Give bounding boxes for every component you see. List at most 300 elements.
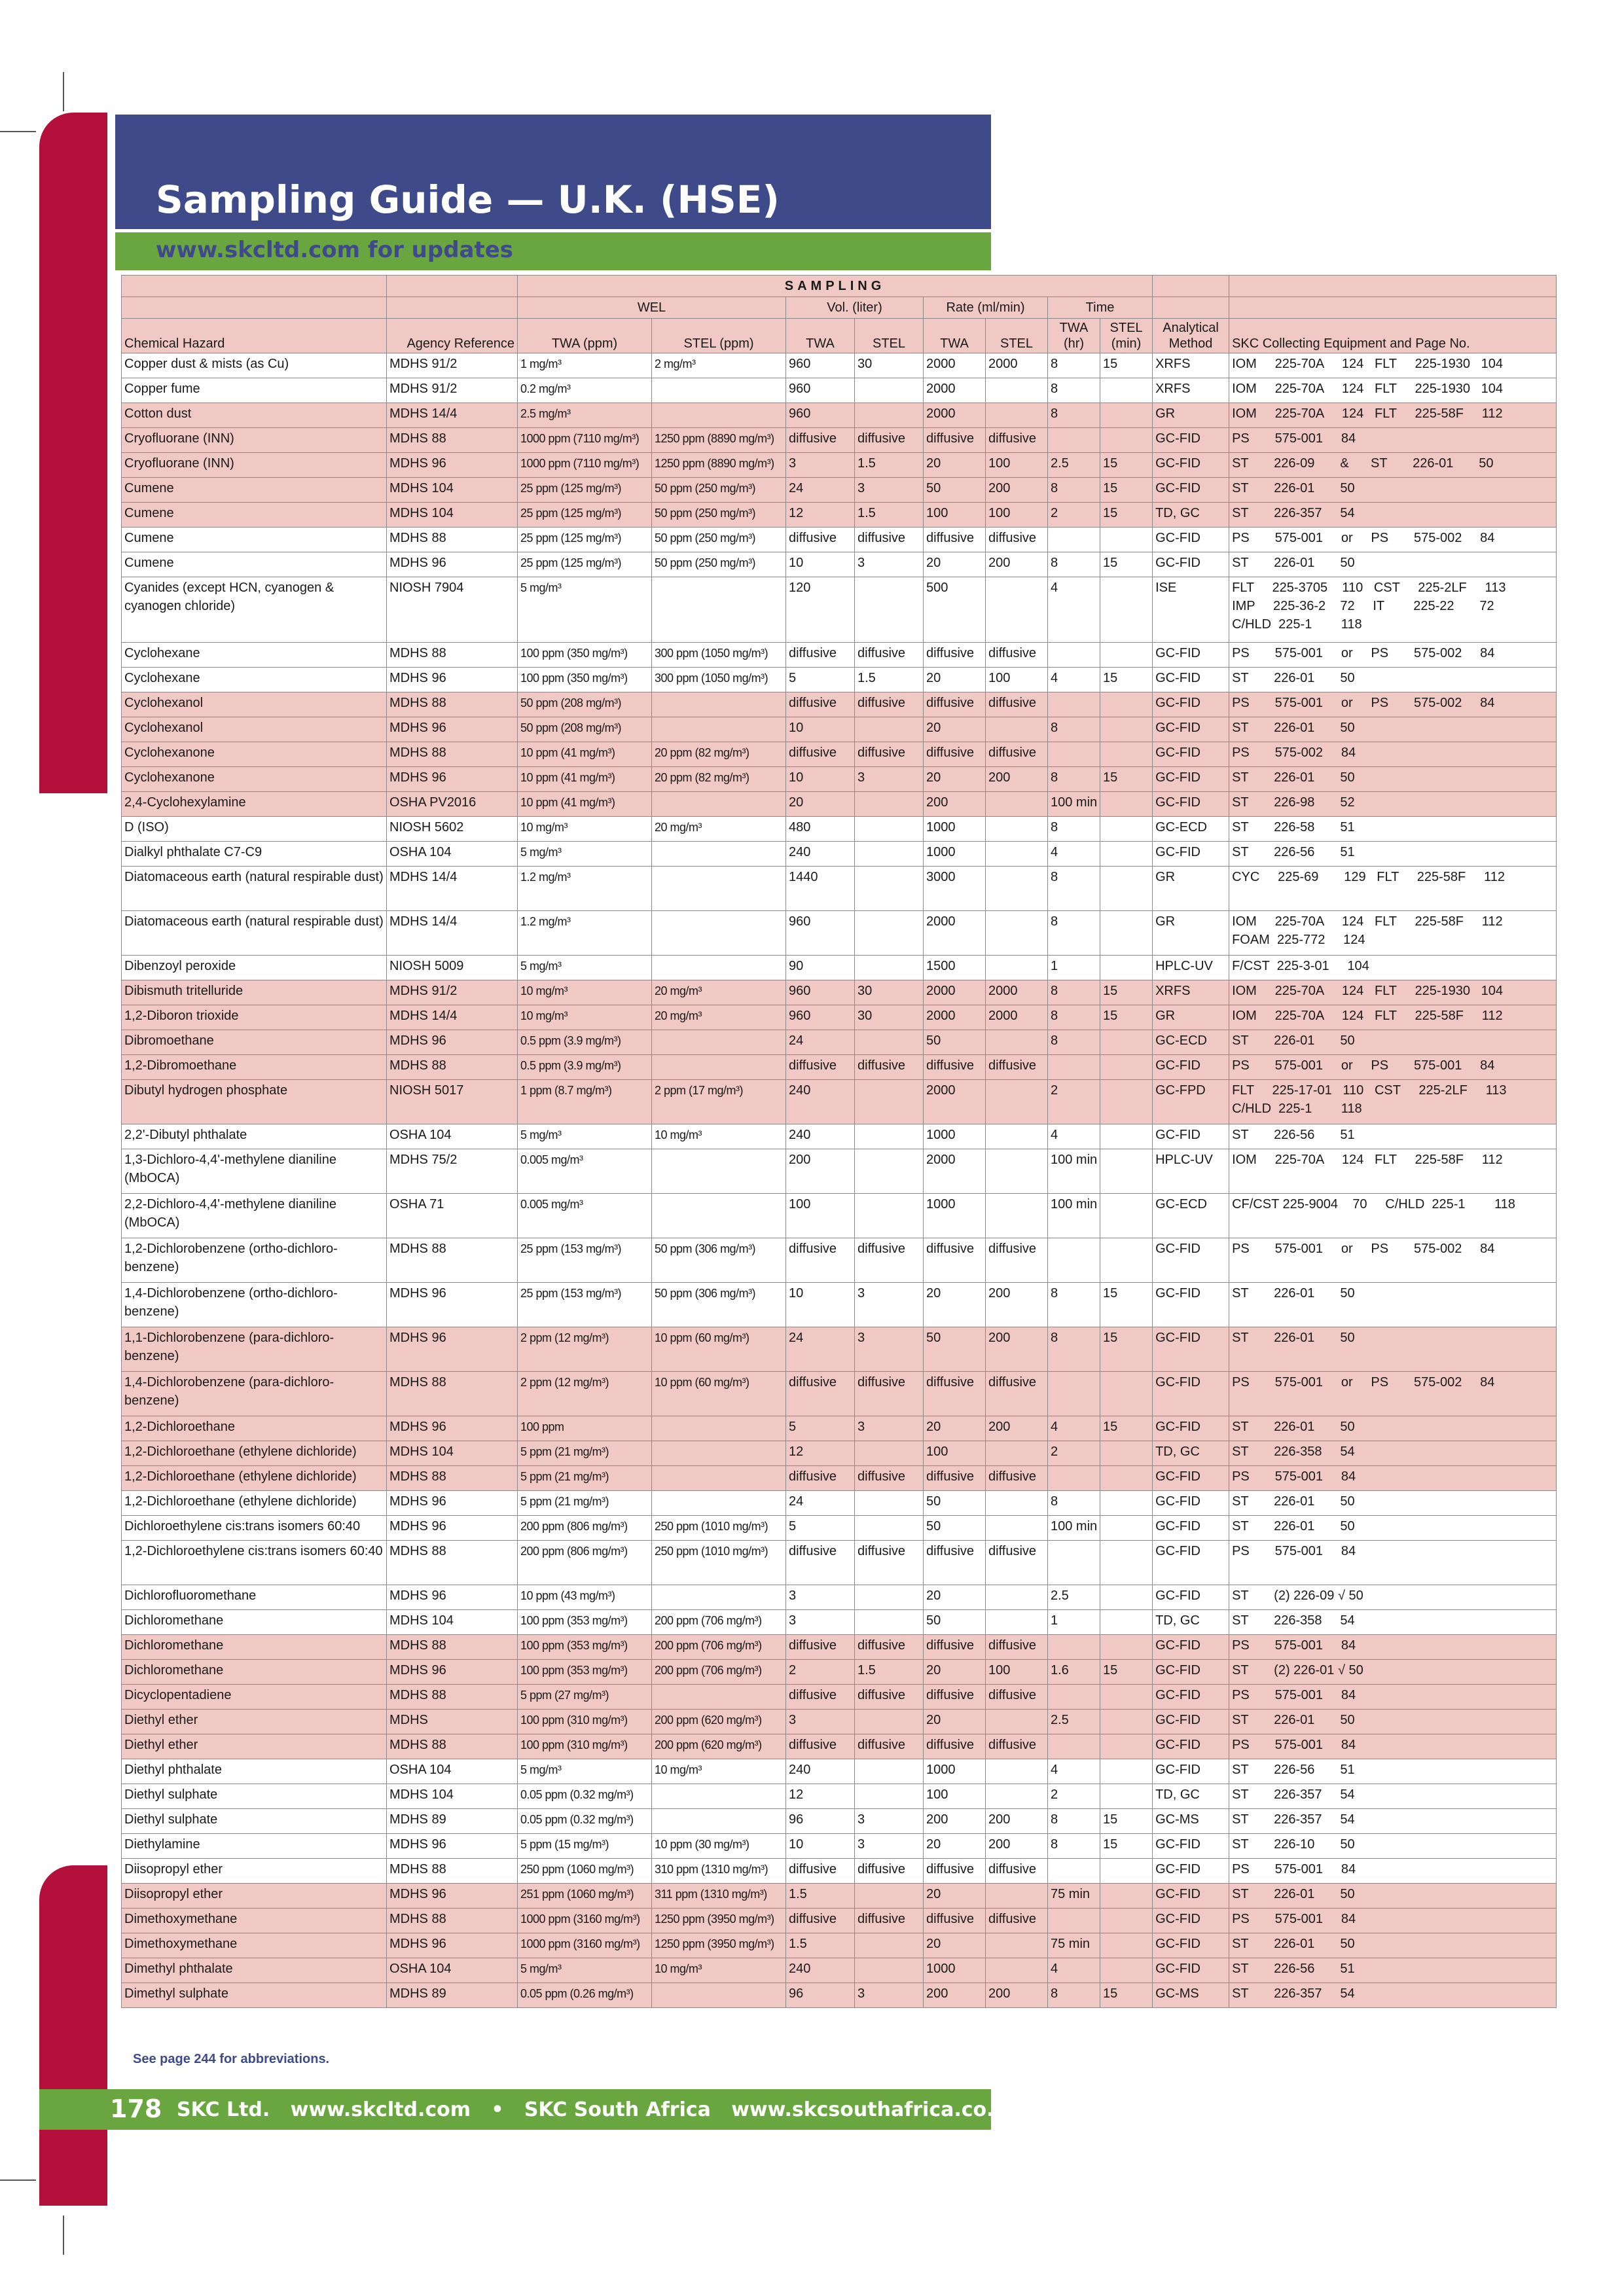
wel-twa-cell: 100 ppm (353 mg/m³): [518, 1660, 652, 1685]
time-twa-cell: 2.5: [1048, 1710, 1100, 1734]
vol-stel-cell: diffusive: [855, 1541, 924, 1585]
vol-twa-cell: 960: [786, 403, 855, 428]
method-cell: ISE: [1153, 577, 1229, 643]
rate-twa-cell: 1000: [924, 1759, 986, 1784]
time-stel-cell: 15: [1100, 1809, 1153, 1834]
wel-stel-cell: 50 ppm (250 mg/m³): [652, 528, 786, 552]
wel-stel-cell: 250 ppm (1010 mg/m³): [652, 1516, 786, 1541]
wel-stel-cell: 1250 ppm (3950 mg/m³): [652, 1909, 786, 1933]
wel-stel-cell: 311 ppm (1310 mg/m³): [652, 1884, 786, 1909]
method-cell: GC-FID: [1153, 643, 1229, 668]
time-stel-cell: [1100, 1909, 1153, 1933]
crop-mark: [63, 2215, 64, 2255]
method-cell: GC-FID: [1153, 1635, 1229, 1660]
wel-twa-cell: 5 mg/m³: [518, 1124, 652, 1149]
method-cell: GC-FID: [1153, 1055, 1229, 1080]
chemical-cell: 1,2-Dichloroethane: [122, 1416, 387, 1441]
agency-ref-cell: MDHS 91/2: [387, 353, 518, 378]
equipment-cell: CYC 225-69 129 FLT 225-58F 112: [1229, 867, 1557, 911]
vol-twa-cell: 960: [786, 1005, 855, 1030]
vol-stel-cell: [855, 792, 924, 817]
rate-twa-cell: 50: [924, 1030, 986, 1055]
chemical-cell: Cyclohexanone: [122, 742, 387, 767]
chemical-cell: Cumene: [122, 552, 387, 577]
rate-twa-cell: 100: [924, 1784, 986, 1809]
vol-twa-cell: 1440: [786, 867, 855, 911]
time-stel-cell: [1100, 717, 1153, 742]
rate-twa-cell: 20: [924, 1416, 986, 1441]
rate-twa-cell: 2000: [924, 911, 986, 956]
equipment-cell: ST 226-357 54: [1229, 1983, 1557, 2008]
table-row: [122, 1372, 1557, 1416]
rate-stel-cell: diffusive: [986, 1685, 1048, 1710]
vol-stel-cell: [855, 1933, 924, 1958]
wel-stel-cell: [652, 867, 786, 911]
table-row: [122, 428, 1557, 453]
method-cell: GC-FID: [1153, 1685, 1229, 1710]
rate-stel-cell: [986, 1585, 1048, 1610]
vol-twa-cell: 12: [786, 1784, 855, 1809]
rate-stel-cell: [986, 792, 1048, 817]
rate-stel-cell: 100: [986, 503, 1048, 528]
time-twa-cell: 4: [1048, 842, 1100, 867]
rate-stel-cell: [986, 1030, 1048, 1055]
wel-twa-cell: 25 ppm (125 mg/m³): [518, 503, 652, 528]
equipment-cell: FLT 225-3705 110 CST 225-2LF 113 IMP 225-36-2 72 IT 225-22 72 C/HLD 225-1 118: [1229, 577, 1557, 643]
time-header: Time: [1048, 297, 1153, 319]
vol-twa-cell: diffusive: [786, 1372, 855, 1416]
rate-twa-cell: 50: [924, 1610, 986, 1635]
equipment-cell: IOM 225-70A 124 FLT 225-1930 104: [1229, 353, 1557, 378]
vol-stel-cell: diffusive: [855, 428, 924, 453]
rate-twa-cell: 500: [924, 577, 986, 643]
table-row: [122, 1635, 1557, 1660]
vol-stel-cell: 30: [855, 353, 924, 378]
vol-stel-cell: diffusive: [855, 1685, 924, 1710]
table-row: [122, 1441, 1557, 1466]
wel-stel-cell: [652, 1416, 786, 1441]
equipment-cell: PS 575-001 or PS 575-001 84: [1229, 1055, 1557, 1080]
method-cell: GC-FID: [1153, 1734, 1229, 1759]
vol-stel-cell: 3: [855, 478, 924, 503]
vol-stel-cell: [855, 1149, 924, 1194]
equipment-cell: PS 575-001 or PS 575-002 84: [1229, 528, 1557, 552]
time-twa-cell: [1048, 1055, 1100, 1080]
wel-stel-cell: [652, 1149, 786, 1194]
vol-stel-cell: [855, 1610, 924, 1635]
wel-twa-cell: 50 ppm (208 mg/m³): [518, 717, 652, 742]
vol-twa-cell: 24: [786, 478, 855, 503]
vol-twa-cell: diffusive: [786, 1734, 855, 1759]
time-stel-cell: 15: [1100, 980, 1153, 1005]
time-twa-cell: 4: [1048, 1124, 1100, 1149]
chemical-cell: 1,4-Dichlorobenzene (para-dichloro-benzene): [122, 1372, 387, 1416]
table-row: [122, 1149, 1557, 1194]
wel-stel-cell: [652, 1983, 786, 2008]
time-stel-cell: [1100, 1055, 1153, 1080]
agency-ref-cell: MDHS 104: [387, 1610, 518, 1635]
time-stel-cell: [1100, 1685, 1153, 1710]
agency-ref-cell: MDHS 96: [387, 1030, 518, 1055]
wel-twa-cell: 5 mg/m³: [518, 577, 652, 643]
chemical-cell: Diethyl ether: [122, 1710, 387, 1734]
equipment-cell: ST 226-01 50: [1229, 1283, 1557, 1327]
vol-twa-cell: 24: [786, 1327, 855, 1372]
table-row: [122, 767, 1557, 792]
equipment-cell: ST 226-09 & ST 226-01 50: [1229, 453, 1557, 478]
column-header: SKC Collecting Equipment and Page No.: [1229, 319, 1557, 353]
time-twa-cell: [1048, 1859, 1100, 1884]
method-cell: GC-FID: [1153, 692, 1229, 717]
rate-stel-cell: [986, 378, 1048, 403]
time-stel-cell: 15: [1100, 1416, 1153, 1441]
time-twa-cell: 8: [1048, 478, 1100, 503]
wel-twa-cell: 5 ppm (27 mg/m³): [518, 1685, 652, 1710]
method-cell: GC-FID: [1153, 1660, 1229, 1685]
equipment-cell: ST 226-01 50: [1229, 717, 1557, 742]
rate-stel-cell: [986, 867, 1048, 911]
rate-stel-cell: [986, 1884, 1048, 1909]
rate-stel-cell: 200: [986, 478, 1048, 503]
vol-twa-cell: 1.5: [786, 1933, 855, 1958]
vol-stel-cell: diffusive: [855, 1466, 924, 1491]
agency-ref-cell: MDHS 89: [387, 1983, 518, 2008]
method-cell: GR: [1153, 911, 1229, 956]
time-stel-cell: [1100, 867, 1153, 911]
column-header: STEL: [986, 319, 1048, 353]
agency-ref-cell: MDHS 104: [387, 1441, 518, 1466]
vol-twa-cell: 3: [786, 1585, 855, 1610]
chemical-cell: D (ISO): [122, 817, 387, 842]
vol-stel-cell: 1.5: [855, 503, 924, 528]
header-blank: [122, 297, 387, 319]
vol-stel-cell: [855, 1030, 924, 1055]
wel-stel-cell: 200 ppm (620 mg/m³): [652, 1710, 786, 1734]
wel-twa-cell: 100 ppm (310 mg/m³): [518, 1710, 652, 1734]
wel-stel-cell: 10 ppm (60 mg/m³): [652, 1372, 786, 1416]
vol-stel-cell: diffusive: [855, 1859, 924, 1884]
rate-twa-cell: 2000: [924, 980, 986, 1005]
chemical-cell: Cyclohexanol: [122, 692, 387, 717]
equipment-cell: ST 226-01 50: [1229, 1030, 1557, 1055]
crop-mark: [0, 131, 36, 132]
rate-twa-cell: diffusive: [924, 1372, 986, 1416]
time-stel-cell: 15: [1100, 353, 1153, 378]
time-twa-cell: [1048, 1635, 1100, 1660]
wel-twa-cell: 0.005 mg/m³: [518, 1149, 652, 1194]
time-twa-cell: 8: [1048, 911, 1100, 956]
wel-twa-cell: 251 ppm (1060 mg/m³): [518, 1884, 652, 1909]
method-cell: XRFS: [1153, 378, 1229, 403]
time-stel-cell: [1100, 1030, 1153, 1055]
agency-ref-cell: MDHS 88: [387, 1909, 518, 1933]
equipment-cell: ST 226-357 54: [1229, 1809, 1557, 1834]
table-row: [122, 503, 1557, 528]
time-twa-cell: 2: [1048, 503, 1100, 528]
chemical-cell: 1,2-Diboron trioxide: [122, 1005, 387, 1030]
method-cell: GC-FID: [1153, 668, 1229, 692]
vol-stel-cell: [855, 817, 924, 842]
method-cell: GC-FID: [1153, 717, 1229, 742]
vol-twa-cell: 240: [786, 1958, 855, 1983]
table-row: [122, 1710, 1557, 1734]
rate-stel-cell: diffusive: [986, 692, 1048, 717]
equipment-cell: F/CST 225-3-01 104: [1229, 956, 1557, 980]
wel-twa-cell: 1000 ppm (7110 mg/m³): [518, 453, 652, 478]
time-stel-cell: [1100, 1884, 1153, 1909]
agency-ref-cell: MDHS 88: [387, 528, 518, 552]
method-cell: GC-FID: [1153, 1491, 1229, 1516]
equipment-cell: PS 575-001 84: [1229, 1734, 1557, 1759]
chemical-cell: 2,4-Cyclohexylamine: [122, 792, 387, 817]
chemical-cell: Dichloromethane: [122, 1610, 387, 1635]
wel-stel-cell: 20 mg/m³: [652, 980, 786, 1005]
equipment-cell: FLT 225-17-01 110 CST 225-2LF 113 C/HLD 225-1 118: [1229, 1080, 1557, 1124]
wel-stel-cell: [652, 1685, 786, 1710]
chemical-cell: Cryofluorane (INN): [122, 453, 387, 478]
rate-twa-cell: diffusive: [924, 1859, 986, 1884]
method-cell: TD, GC: [1153, 503, 1229, 528]
agency-ref-cell: OSHA PV2016: [387, 792, 518, 817]
equipment-cell: ST 226-56 51: [1229, 1124, 1557, 1149]
vol-twa-cell: 24: [786, 1030, 855, 1055]
vol-stel-cell: [855, 1759, 924, 1784]
time-stel-cell: 15: [1100, 767, 1153, 792]
wel-twa-cell: 100 ppm (310 mg/m³): [518, 1734, 652, 1759]
table-row: [122, 911, 1557, 956]
vol-stel-cell: [855, 1784, 924, 1809]
wel-twa-cell: 0.05 ppm (0.32 mg/m³): [518, 1784, 652, 1809]
time-twa-cell: 8: [1048, 980, 1100, 1005]
vol-stel-cell: 30: [855, 1005, 924, 1030]
vol-header: Vol. (liter): [786, 297, 924, 319]
wel-twa-cell: 0.05 ppm (0.26 mg/m³): [518, 1983, 652, 2008]
rate-twa-cell: 2000: [924, 403, 986, 428]
column-header: STEL (min): [1100, 319, 1153, 353]
time-twa-cell: 100 min: [1048, 792, 1100, 817]
footer-text: SKC Ltd. www.skcltd.com • SKC South Africa www.skcsouthafrica.co.za: [177, 2098, 1019, 2121]
vol-twa-cell: 960: [786, 353, 855, 378]
rate-twa-cell: diffusive: [924, 692, 986, 717]
rate-stel-cell: [986, 1441, 1048, 1466]
agency-ref-cell: MDHS 88: [387, 1685, 518, 1710]
agency-ref-cell: MDHS 96: [387, 1416, 518, 1441]
method-cell: GC-FID: [1153, 1466, 1229, 1491]
wel-twa-cell: 10 ppm (41 mg/m³): [518, 767, 652, 792]
method-cell: GC-FID: [1153, 1884, 1229, 1909]
rate-stel-cell: diffusive: [986, 428, 1048, 453]
equipment-cell: ST 226-358 54: [1229, 1441, 1557, 1466]
rate-twa-cell: 3000: [924, 867, 986, 911]
time-stel-cell: [1100, 1149, 1153, 1194]
time-stel-cell: [1100, 1441, 1153, 1466]
url-link[interactable]: www.skcltd.com for updates: [156, 237, 514, 263]
wel-twa-cell: 100 ppm (353 mg/m³): [518, 1610, 652, 1635]
table-row: [122, 717, 1557, 742]
column-header: Chemical Hazard: [122, 319, 387, 353]
agency-ref-cell: MDHS 88: [387, 643, 518, 668]
equipment-cell: ST 226-10 50: [1229, 1834, 1557, 1859]
time-twa-cell: 8: [1048, 867, 1100, 911]
table-row: [122, 1685, 1557, 1710]
method-cell: GC-FID: [1153, 428, 1229, 453]
wel-stel-cell: 20 mg/m³: [652, 817, 786, 842]
chemical-cell: Diisopropyl ether: [122, 1884, 387, 1909]
time-stel-cell: 15: [1100, 1983, 1153, 2008]
vol-stel-cell: 3: [855, 1416, 924, 1441]
wel-twa-cell: 1000 ppm (3160 mg/m³): [518, 1933, 652, 1958]
vol-twa-cell: diffusive: [786, 1635, 855, 1660]
method-cell: GC-FID: [1153, 1859, 1229, 1884]
time-twa-cell: [1048, 742, 1100, 767]
rate-stel-cell: diffusive: [986, 1909, 1048, 1933]
red-tab-bottom: [39, 1865, 107, 2206]
table-row: [122, 478, 1557, 503]
method-cell: GC-MS: [1153, 1983, 1229, 2008]
vol-stel-cell: [855, 378, 924, 403]
rate-stel-cell: 200: [986, 1983, 1048, 2008]
rate-twa-cell: 200: [924, 1983, 986, 2008]
rate-twa-cell: diffusive: [924, 742, 986, 767]
time-twa-cell: 100 min: [1048, 1516, 1100, 1541]
time-twa-cell: 8: [1048, 717, 1100, 742]
method-cell: GR: [1153, 867, 1229, 911]
table-row: [122, 1734, 1557, 1759]
method-cell: GC-FID: [1153, 552, 1229, 577]
time-twa-cell: [1048, 1372, 1100, 1416]
rate-twa-cell: 1500: [924, 956, 986, 980]
table-row: [122, 403, 1557, 428]
time-twa-cell: 2: [1048, 1080, 1100, 1124]
time-twa-cell: [1048, 428, 1100, 453]
wel-stel-cell: 250 ppm (1010 mg/m³): [652, 1541, 786, 1585]
wel-stel-cell: [652, 378, 786, 403]
vol-stel-cell: [855, 1585, 924, 1610]
rate-twa-cell: 2000: [924, 1080, 986, 1124]
chemical-cell: 1,1-Dichlorobenzene (para-dichloro-benzene): [122, 1327, 387, 1372]
vol-stel-cell: [855, 1710, 924, 1734]
method-cell: GC-MS: [1153, 1809, 1229, 1834]
wel-stel-cell: 50 ppm (306 mg/m³): [652, 1238, 786, 1283]
time-twa-cell: [1048, 1685, 1100, 1710]
equipment-cell: IOM 225-70A 124 FLT 225-58F 112: [1229, 1005, 1557, 1030]
wel-twa-cell: 200 ppm (806 mg/m³): [518, 1516, 652, 1541]
vol-stel-cell: 3: [855, 1983, 924, 2008]
agency-ref-cell: NIOSH 7904: [387, 577, 518, 643]
equipment-cell: ST 226-01 50: [1229, 1710, 1557, 1734]
method-cell: GC-FID: [1153, 1958, 1229, 1983]
equipment-cell: ST 226-01 50: [1229, 668, 1557, 692]
vol-twa-cell: 10: [786, 552, 855, 577]
time-twa-cell: 8: [1048, 1283, 1100, 1327]
chemical-cell: 1,2-Dichlorobenzene (ortho-dichloro-benzene): [122, 1238, 387, 1283]
vol-twa-cell: diffusive: [786, 528, 855, 552]
agency-ref-cell: MDHS 88: [387, 1372, 518, 1416]
rate-twa-cell: 20: [924, 1660, 986, 1685]
wel-twa-cell: 100 ppm (353 mg/m³): [518, 1635, 652, 1660]
rate-stel-cell: [986, 1080, 1048, 1124]
time-twa-cell: 8: [1048, 403, 1100, 428]
crop-mark: [0, 2179, 36, 2181]
wel-stel-cell: [652, 1194, 786, 1238]
wel-twa-cell: 5 ppm (21 mg/m³): [518, 1441, 652, 1466]
time-twa-cell: 8: [1048, 378, 1100, 403]
vol-twa-cell: 3: [786, 1610, 855, 1635]
rate-twa-cell: 20: [924, 767, 986, 792]
time-stel-cell: 15: [1100, 668, 1153, 692]
time-twa-cell: [1048, 1734, 1100, 1759]
time-twa-cell: 4: [1048, 1416, 1100, 1441]
method-cell: GC-ECD: [1153, 1194, 1229, 1238]
chemical-cell: Diethyl phthalate: [122, 1759, 387, 1784]
sampling-table: [121, 275, 1557, 2008]
table-row: [122, 817, 1557, 842]
agency-ref-cell: MDHS 104: [387, 1784, 518, 1809]
rate-stel-cell: 200: [986, 1283, 1048, 1327]
time-twa-cell: 100 min: [1048, 1149, 1100, 1194]
table-row: [122, 577, 1557, 643]
header-blank: [122, 276, 387, 297]
time-twa-cell: 4: [1048, 1759, 1100, 1784]
agency-ref-cell: OSHA 104: [387, 1124, 518, 1149]
time-stel-cell: [1100, 1585, 1153, 1610]
table-row: [122, 1124, 1557, 1149]
chemical-cell: Dibromoethane: [122, 1030, 387, 1055]
rate-stel-cell: [986, 1610, 1048, 1635]
rate-twa-cell: 1000: [924, 842, 986, 867]
wel-twa-cell: 2 ppm (12 mg/m³): [518, 1327, 652, 1372]
wel-twa-cell: 1.2 mg/m³: [518, 911, 652, 956]
method-cell: GC-FID: [1153, 1909, 1229, 1933]
wel-twa-cell: 2 ppm (12 mg/m³): [518, 1372, 652, 1416]
time-stel-cell: [1100, 1491, 1153, 1516]
wel-twa-cell: 10 mg/m³: [518, 980, 652, 1005]
rate-twa-cell: 100: [924, 503, 986, 528]
agency-ref-cell: MDHS 89: [387, 1809, 518, 1834]
time-stel-cell: 15: [1100, 478, 1153, 503]
equipment-cell: PS 575-001 or PS 575-002 84: [1229, 1372, 1557, 1416]
time-twa-cell: [1048, 1541, 1100, 1585]
agency-ref-cell: NIOSH 5017: [387, 1080, 518, 1124]
wel-twa-cell: 0.05 ppm (0.32 mg/m³): [518, 1809, 652, 1834]
rate-stel-cell: [986, 1124, 1048, 1149]
chemical-cell: Dimethyl phthalate: [122, 1958, 387, 1983]
agency-ref-cell: MDHS 96: [387, 453, 518, 478]
agency-ref-cell: MDHS 96: [387, 1283, 518, 1327]
wel-stel-cell: [652, 1466, 786, 1491]
equipment-cell: PS 575-001 84: [1229, 1685, 1557, 1710]
agency-ref-cell: MDHS 96: [387, 1327, 518, 1372]
rate-twa-cell: diffusive: [924, 1055, 986, 1080]
method-cell: GC-FID: [1153, 1283, 1229, 1327]
time-twa-cell: 2.5: [1048, 1585, 1100, 1610]
method-cell: XRFS: [1153, 353, 1229, 378]
wel-stel-cell: 200 ppm (620 mg/m³): [652, 1734, 786, 1759]
wel-twa-cell: 25 ppm (125 mg/m³): [518, 552, 652, 577]
rate-stel-cell: [986, 842, 1048, 867]
chemical-cell: Diethyl sulphate: [122, 1809, 387, 1834]
time-stel-cell: [1100, 742, 1153, 767]
agency-ref-cell: NIOSH 5009: [387, 956, 518, 980]
chemical-cell: Dimethyl sulphate: [122, 1983, 387, 2008]
column-header: Analytical Method: [1153, 319, 1229, 353]
chemical-cell: 1,4-Dichlorobenzene (ortho-dichloro-benzene): [122, 1283, 387, 1327]
vol-twa-cell: 240: [786, 842, 855, 867]
column-header: TWA (hr): [1048, 319, 1100, 353]
table-row: [122, 1859, 1557, 1884]
wel-twa-cell: 1.2 mg/m³: [518, 867, 652, 911]
time-twa-cell: 8: [1048, 1834, 1100, 1859]
